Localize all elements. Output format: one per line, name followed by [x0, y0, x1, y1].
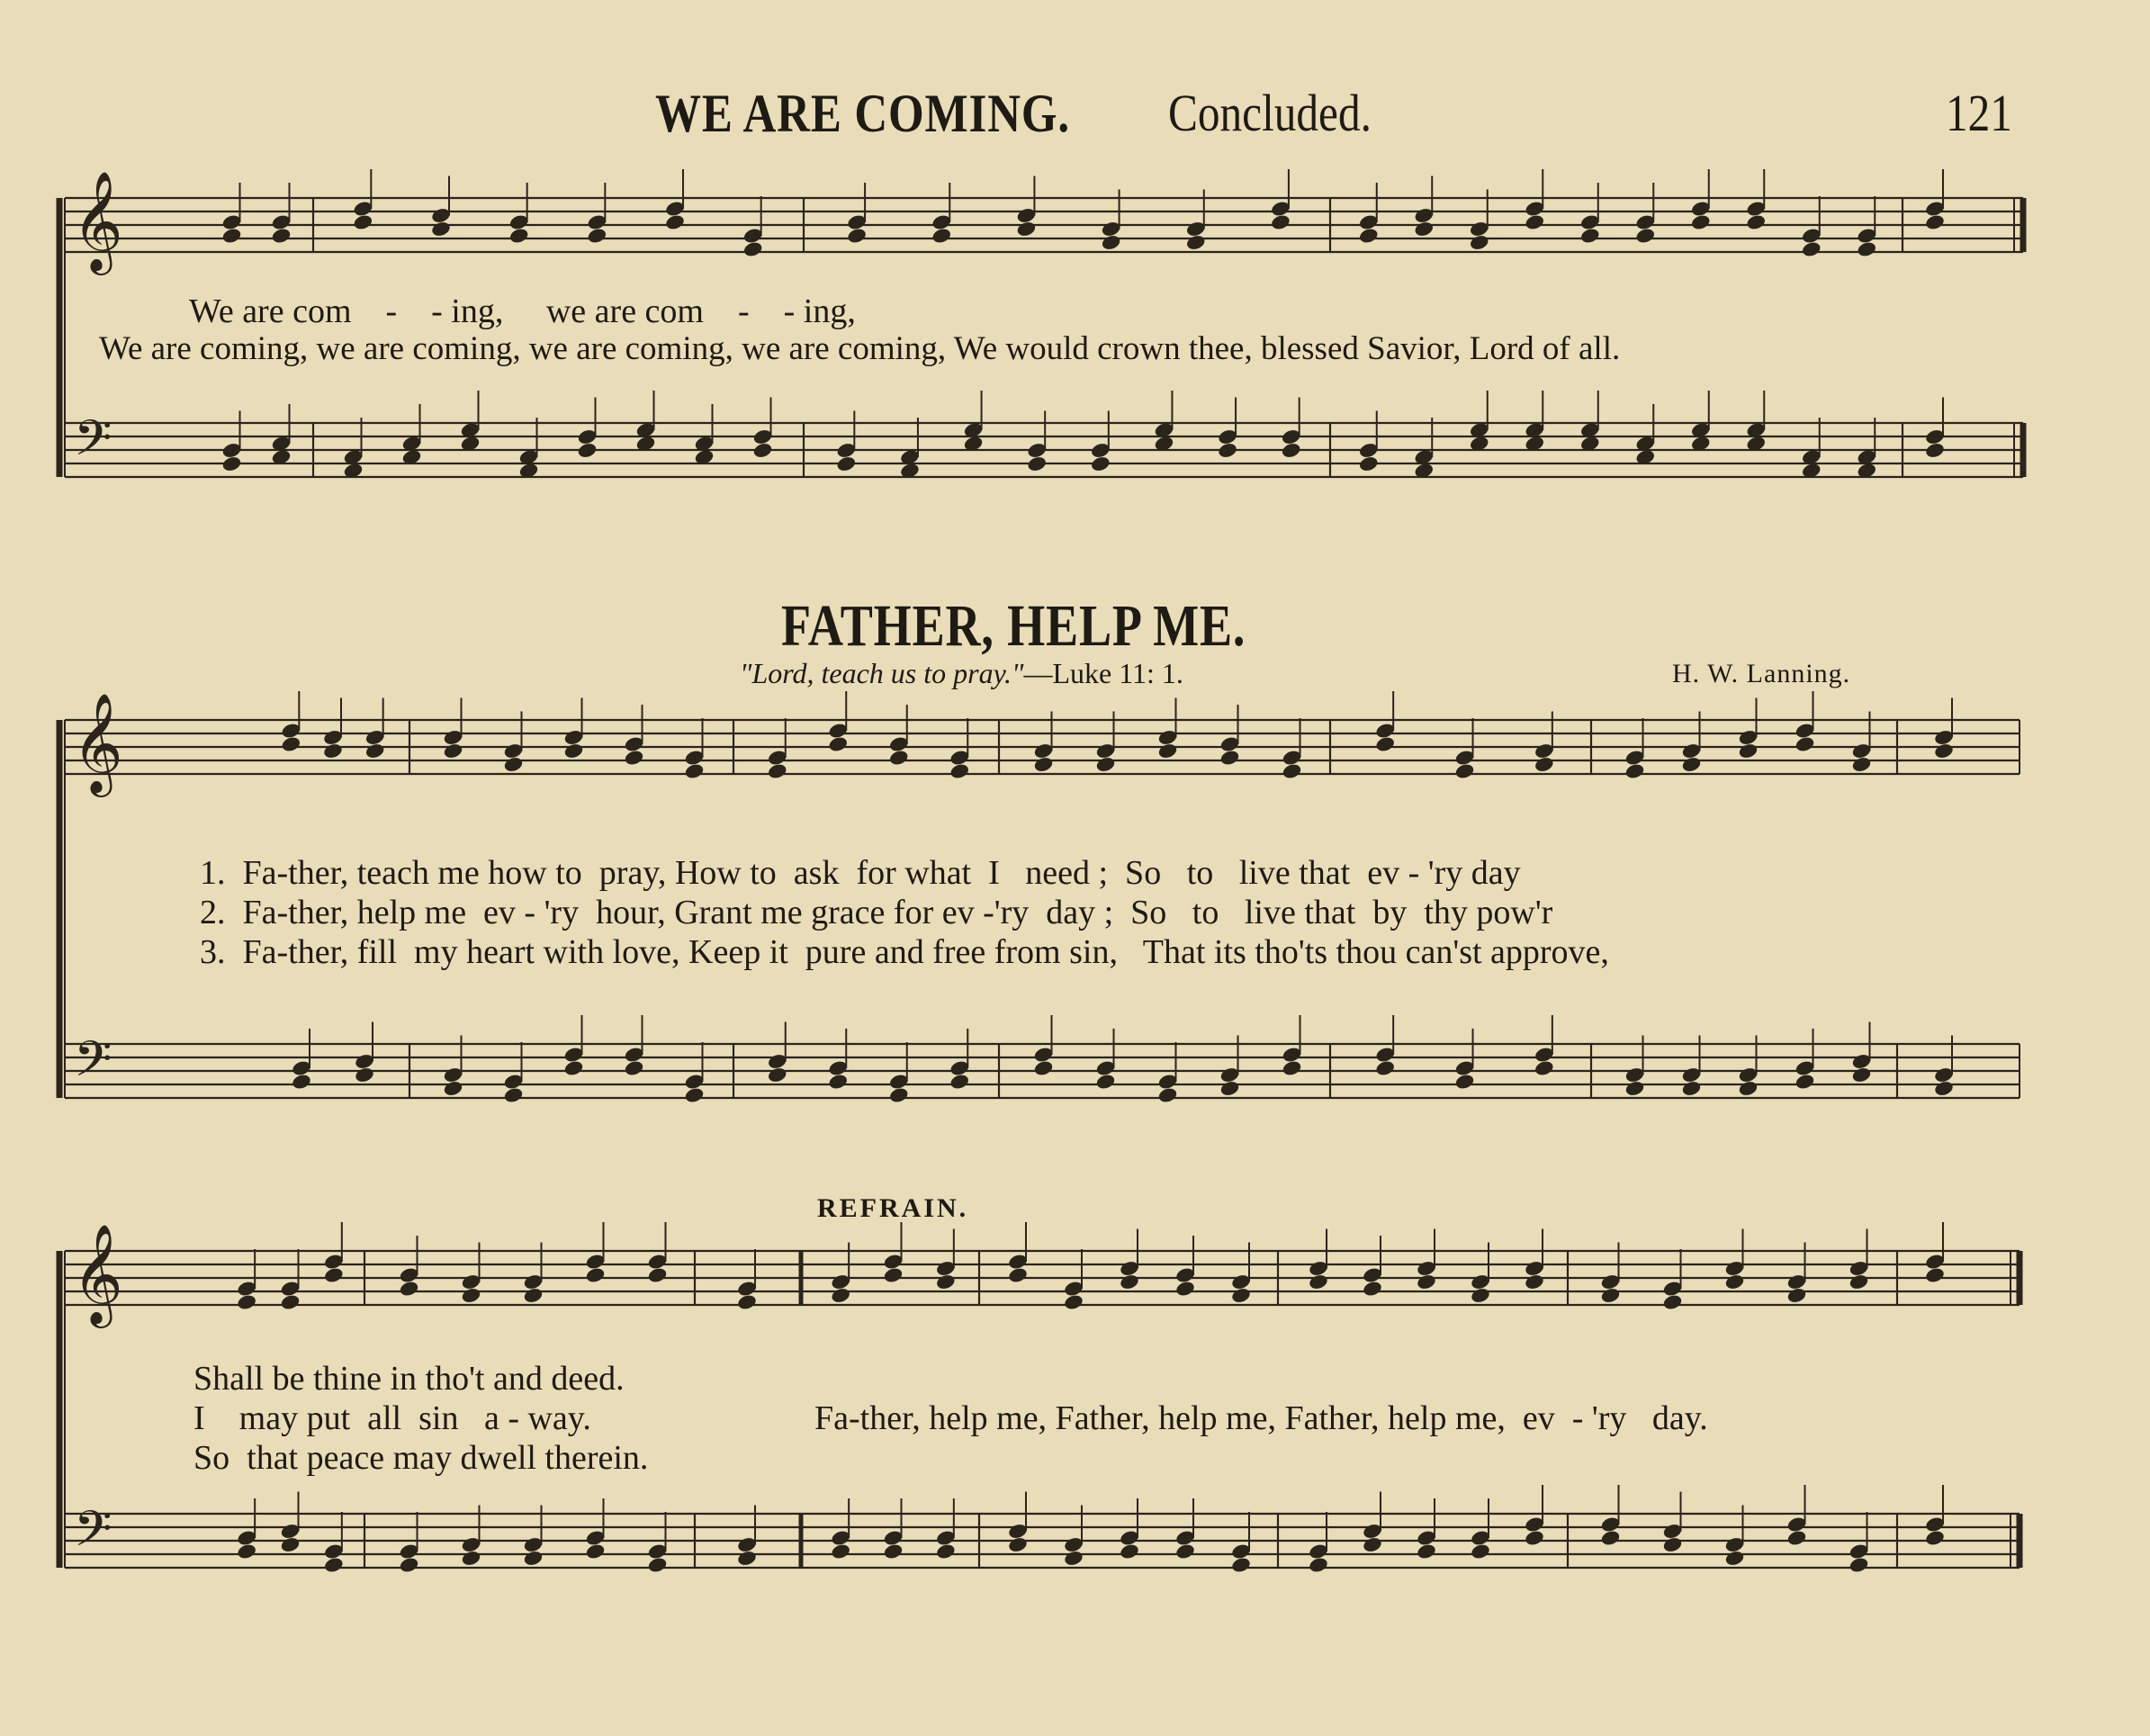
- note-head: [1362, 1280, 1383, 1298]
- note-head: [1724, 1550, 1746, 1568]
- note-head: [323, 1556, 345, 1574]
- note-head: [1230, 1287, 1252, 1305]
- note-head: [280, 1536, 301, 1554]
- refrain-lyric: Fa-ther, help me, Father, help me, Father, help me, ev - 'ry day.: [814, 1399, 1708, 1437]
- note-head: [1524, 1273, 1545, 1291]
- note-head: [587, 227, 608, 245]
- epigraph-reference: —Luke 11: 1.: [1023, 657, 1183, 689]
- note-head: [1795, 735, 1816, 753]
- note-head: [1101, 234, 1122, 252]
- note-head: [767, 1066, 788, 1084]
- note-head: [523, 1287, 544, 1305]
- bass-clef: 𝄢: [74, 1030, 112, 1100]
- note-head: [1534, 756, 1555, 774]
- note-head: [236, 1293, 257, 1311]
- note-head: [1095, 756, 1117, 774]
- note-head: [1924, 442, 1946, 460]
- note-head: [1724, 1273, 1746, 1291]
- note-head: [280, 1293, 301, 1311]
- verse-ending: Shall be thine in tho't and deed.: [193, 1360, 625, 1398]
- treble-clef: 𝄞: [72, 1223, 123, 1324]
- note-head: [1534, 1059, 1555, 1077]
- note-head: [624, 749, 645, 767]
- note-head: [836, 455, 858, 473]
- note-head: [1933, 742, 1955, 760]
- note-head: [1157, 1086, 1179, 1104]
- note-head: [624, 1059, 645, 1077]
- note-head: [577, 442, 598, 460]
- note-head: [399, 1556, 420, 1574]
- song-title: FATHER, HELP ME.: [781, 593, 1246, 659]
- note-head: [949, 762, 970, 780]
- note-head: [1157, 742, 1179, 760]
- verse-line: 1. Fa-ther, teach me how to pray, How to ask for what I need ; So to live that ev - 'ry day: [200, 854, 1521, 892]
- note-head: [1270, 213, 1291, 231]
- note-head: [1358, 455, 1380, 473]
- note-head: [1362, 1536, 1383, 1554]
- note-head: [1856, 240, 1877, 258]
- note-head: [1281, 442, 1302, 460]
- note-head: [1007, 1536, 1029, 1554]
- note-head: [461, 1550, 482, 1568]
- note-head: [1786, 1287, 1808, 1305]
- note-head: [1090, 455, 1111, 473]
- note-head: [236, 1543, 257, 1561]
- refrain-label: REFRAIN.: [817, 1193, 969, 1223]
- note-head: [430, 220, 452, 238]
- note-head: [1524, 1529, 1545, 1547]
- note-head: [399, 1280, 420, 1298]
- note-head: [1470, 1287, 1491, 1305]
- note-head: [1119, 1273, 1140, 1291]
- note-head: [1851, 1066, 1873, 1084]
- note-head: [1095, 1073, 1117, 1091]
- note-head: [752, 442, 774, 460]
- note-head: [736, 1550, 758, 1568]
- note-head: [1662, 1536, 1684, 1554]
- note-head: [1579, 227, 1601, 245]
- note-head: [1600, 1529, 1622, 1547]
- verse-ending: I may put all sin a - way.: [193, 1399, 591, 1437]
- note-head: [323, 1266, 345, 1284]
- note-head: [827, 735, 849, 753]
- note-head: [291, 1073, 312, 1091]
- note-head: [1282, 762, 1303, 780]
- note-head: [935, 1543, 957, 1561]
- note-head: [1219, 1080, 1241, 1098]
- note-head: [684, 762, 706, 780]
- note-head: [508, 227, 530, 245]
- note-head: [888, 749, 910, 767]
- note-head: [1801, 240, 1822, 258]
- note-head: [1681, 1080, 1703, 1098]
- note-head: [563, 742, 585, 760]
- note-head: [1416, 1273, 1437, 1291]
- note-head: [1358, 227, 1380, 245]
- note-head: [1016, 220, 1038, 238]
- note-head: [935, 1273, 957, 1291]
- note-head: [585, 1266, 607, 1284]
- verse-line: 2. Fa-ther, help me ev - 'ry hour, Grant me grace for ev -'ry day ; So to live that by thy pow'r: [200, 894, 1553, 931]
- note-head: [1924, 213, 1946, 231]
- note-head: [1413, 220, 1435, 238]
- note-head: [1851, 756, 1873, 774]
- note-head: [1469, 234, 1490, 252]
- note-head: [1033, 1059, 1055, 1077]
- note-head: [353, 213, 374, 231]
- note-head: [1282, 1059, 1303, 1077]
- note-head: [1454, 1073, 1476, 1091]
- note-head: [1849, 1273, 1870, 1291]
- verse-ending: So that peace may dwell therein.: [193, 1439, 649, 1477]
- note-head: [364, 742, 386, 760]
- note-head: [1119, 1543, 1140, 1561]
- note-head: [1924, 1266, 1946, 1284]
- treble-clef: 𝄞: [72, 170, 123, 271]
- composer-credit: H. W. Lanning.: [1672, 659, 1851, 688]
- note-head: [1007, 1266, 1029, 1284]
- note-head: [1219, 749, 1241, 767]
- note-head: [281, 735, 302, 753]
- note-head: [1174, 1280, 1196, 1298]
- note-head: [1174, 1543, 1196, 1561]
- song-title-continued: WE ARE COMING.: [655, 84, 1071, 143]
- note-head: [767, 762, 788, 780]
- note-head: [883, 1266, 904, 1284]
- note-head: [354, 1066, 375, 1084]
- note-head: [1634, 227, 1656, 245]
- note-head: [883, 1543, 904, 1561]
- note-head: [931, 227, 952, 245]
- note-head: [647, 1266, 669, 1284]
- verse-line: 3. Fa-ther, fill my heart with love, Keep it pure and free from sin, That its tho'ts thou can'st approve,: [200, 933, 1609, 971]
- note-head: [1308, 1556, 1329, 1574]
- note-head: [1786, 1529, 1808, 1547]
- note-head: [736, 1293, 758, 1311]
- note-head: [1681, 756, 1703, 774]
- note-head: [1185, 234, 1207, 252]
- note-head: [1933, 1080, 1955, 1098]
- page-number: 121: [1946, 84, 2012, 142]
- note-head: [1795, 1073, 1816, 1091]
- note-head: [1600, 1287, 1622, 1305]
- note-head: [1063, 1550, 1084, 1568]
- note-head: [1745, 213, 1767, 231]
- note-head: [830, 1543, 851, 1561]
- treble-clef: 𝄞: [72, 692, 123, 793]
- note-head: [742, 240, 764, 258]
- note-head: [684, 1086, 706, 1104]
- note-head: [1416, 1543, 1437, 1561]
- note-head: [827, 1073, 849, 1091]
- epigraph: [740, 657, 1183, 690]
- note-head: [563, 1059, 585, 1077]
- lyric-line: We are com - - ing, we are com - - ing,: [189, 292, 856, 330]
- note-head: [1374, 1059, 1396, 1077]
- note-head: [271, 227, 292, 245]
- note-head: [503, 1086, 525, 1104]
- lyric-line: We are coming, we are coming, we are coming, we are coming, We would crown thee, blessed Savior, Lord of all.: [99, 330, 1621, 367]
- note-head: [1924, 1529, 1946, 1547]
- note-head: [1624, 762, 1646, 780]
- note-head: [503, 756, 525, 774]
- note-head: [221, 455, 243, 473]
- note-head: [888, 1086, 910, 1104]
- note-head: [1470, 1543, 1491, 1561]
- epigraph-quote: "Lord, teach us to pray.": [740, 657, 1024, 689]
- note-head: [1063, 1293, 1084, 1311]
- note-head: [443, 742, 464, 760]
- note-head: [1738, 1080, 1759, 1098]
- note-head: [523, 1550, 544, 1568]
- note-head: [1308, 1273, 1329, 1291]
- note-head: [664, 213, 686, 231]
- note-head: [1217, 442, 1238, 460]
- note-head: [461, 1287, 482, 1305]
- note-head: [1624, 1080, 1646, 1098]
- note-head: [949, 1073, 970, 1091]
- note-head: [1690, 213, 1712, 231]
- note-head: [647, 1556, 669, 1574]
- bass-clef: 𝄢: [74, 409, 112, 479]
- note-head: [585, 1543, 607, 1561]
- note-head: [1454, 762, 1476, 780]
- note-head: [1374, 735, 1396, 753]
- note-head: [1033, 756, 1055, 774]
- song-concluded-label: Concluded.: [1168, 84, 1372, 142]
- note-head: [1230, 1556, 1252, 1574]
- note-head: [1738, 742, 1759, 760]
- note-head: [443, 1080, 464, 1098]
- note-head: [322, 742, 344, 760]
- note-head: [221, 227, 243, 245]
- note-head: [1662, 1293, 1684, 1311]
- note-head: [1026, 455, 1048, 473]
- note-head: [1524, 213, 1545, 231]
- bass-clef: 𝄢: [74, 1500, 112, 1570]
- note-head: [1849, 1556, 1870, 1574]
- note-head: [830, 1287, 851, 1305]
- note-head: [846, 227, 868, 245]
